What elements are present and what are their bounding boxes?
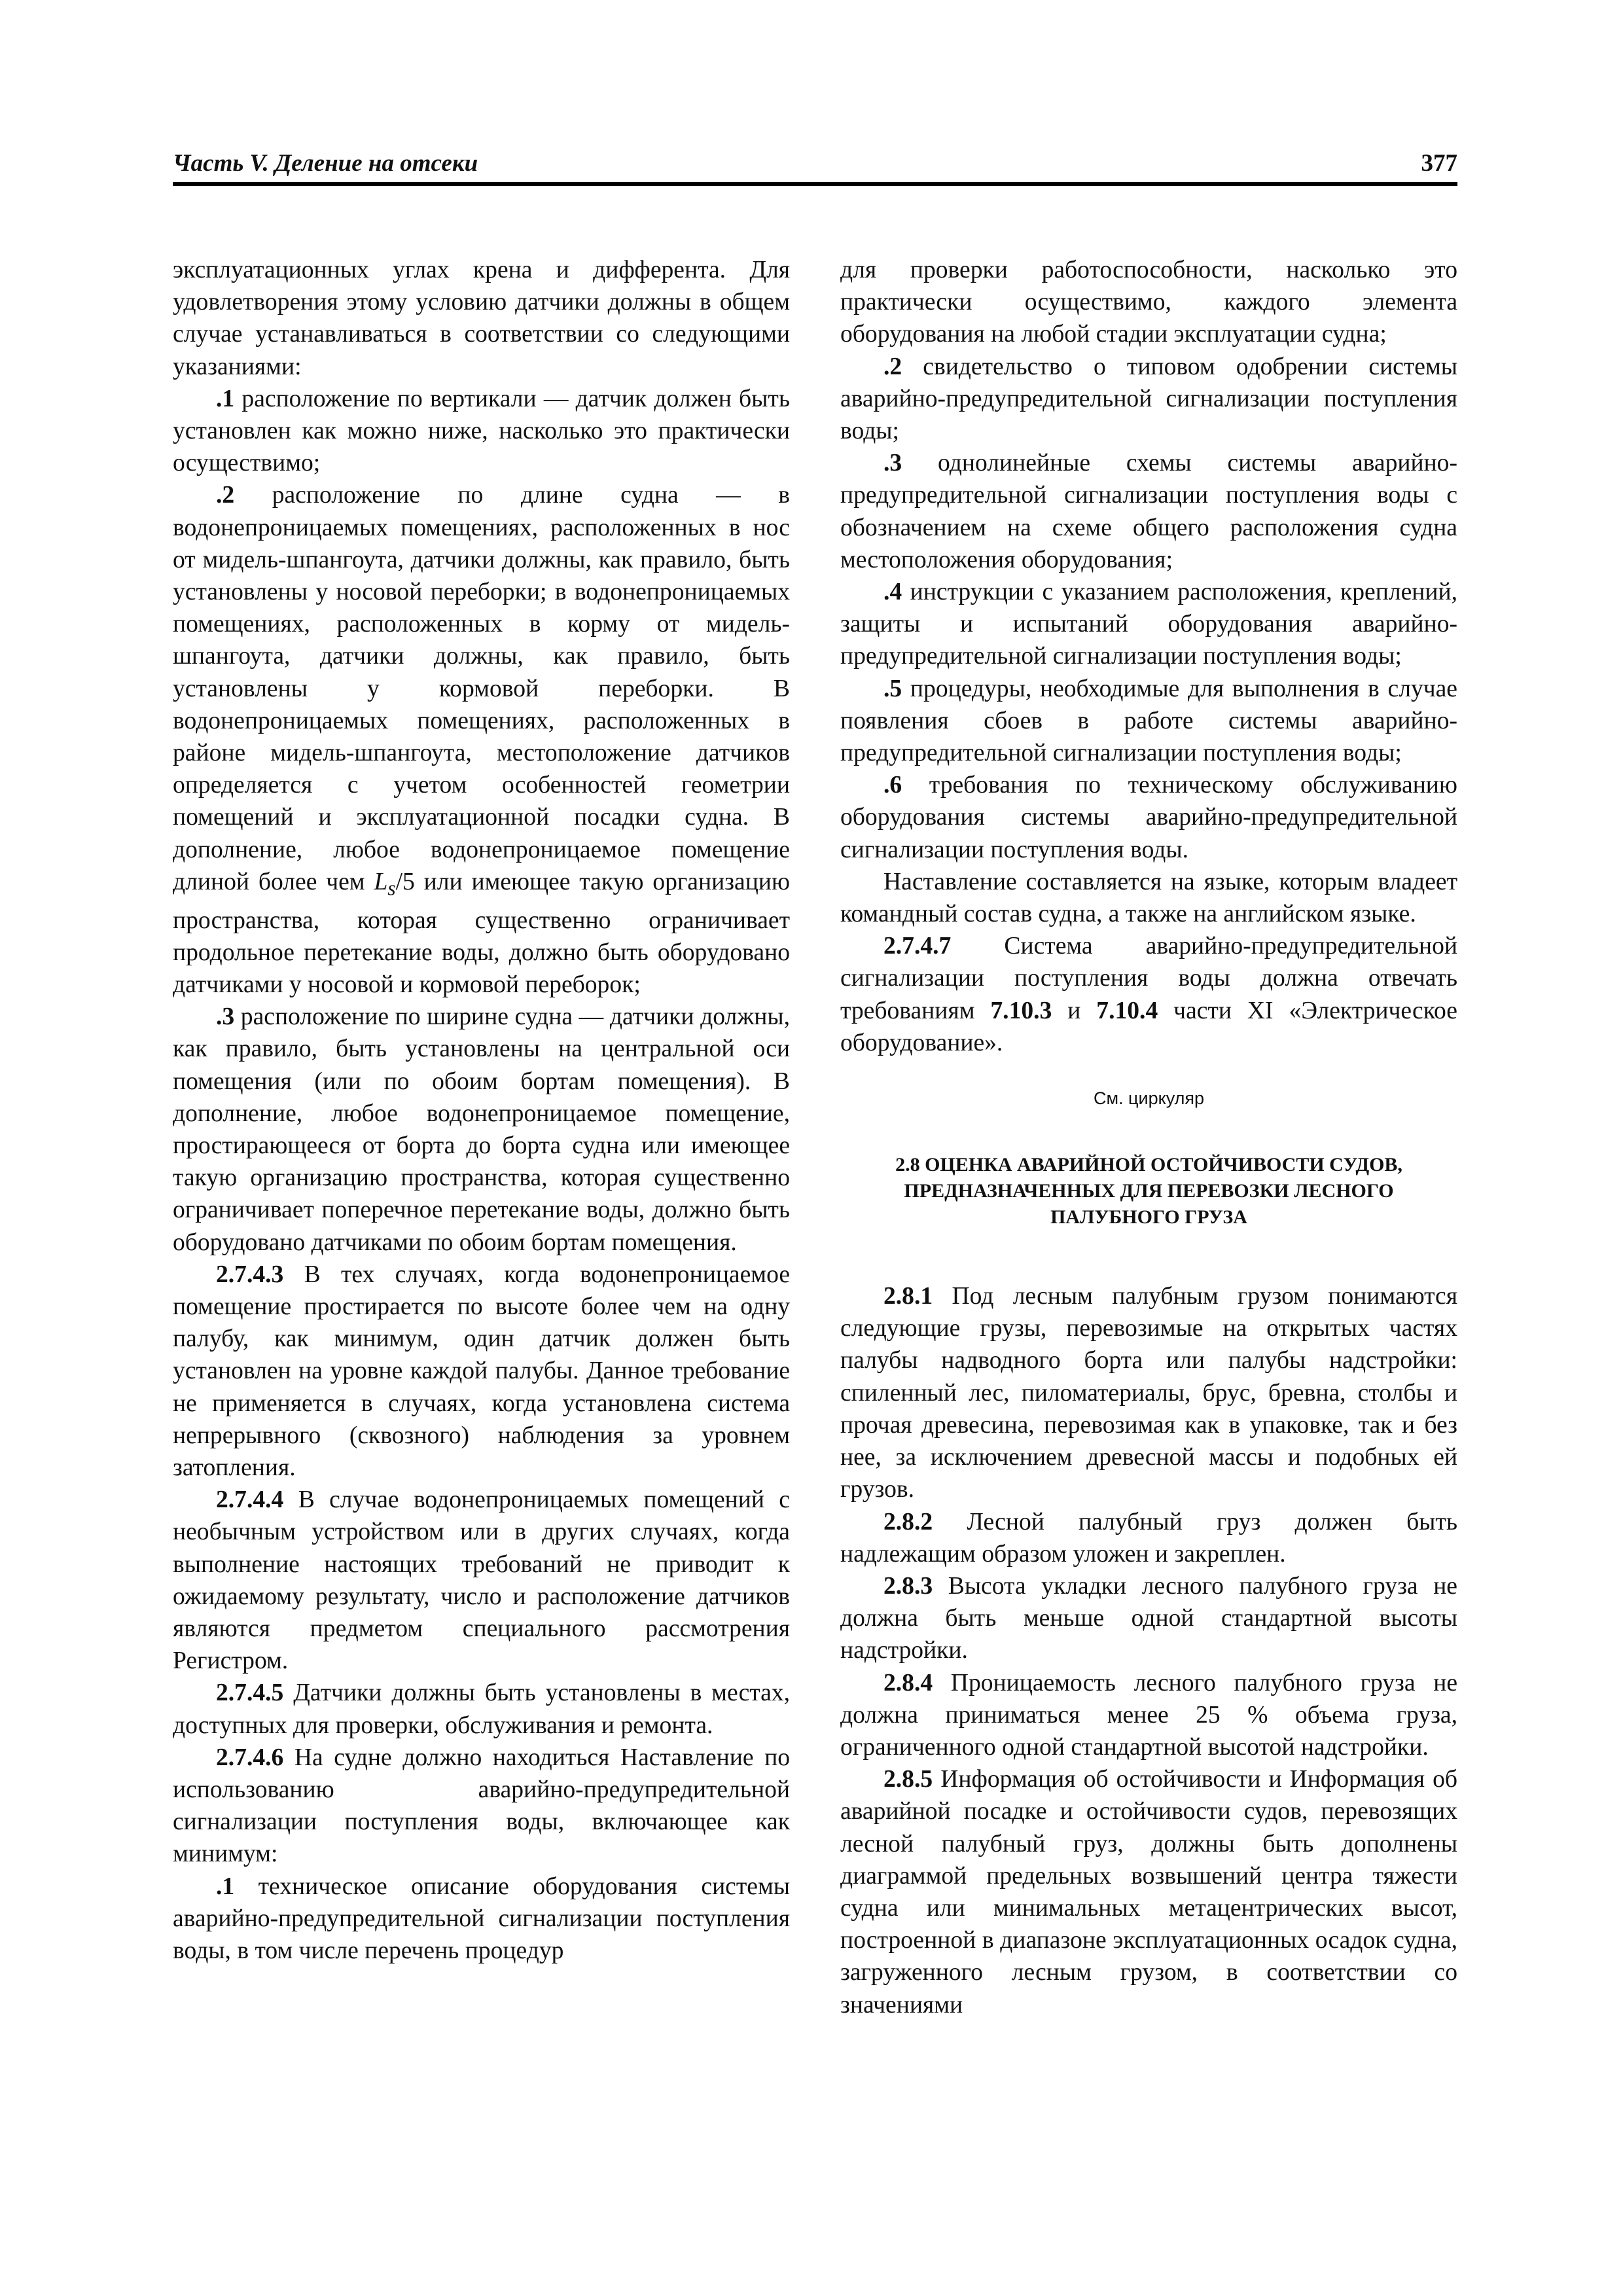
- paragraph: .2 расположение по длине судна — в водонепроницаемых помещениях, расположенных в нос от мидель-шпангоута, датчики должны, как правило, быть установлены у носовой переборки; в водонепроницаемых помещениях, расположенных в корму от мидель-шпангоута, датчики должны, как правило, быть установлены у кормовой переборки. В водонепроницаемых помещениях, расположенных в районе мидель-шпангоута, местоположение датчиков определяется с учетом особенностей геометрии помещений и эксплуатационной посадки судна. В дополнение, любое водонепроницаемое помещение длиной более чем $L_s/5$ или имеющее такую организацию пространства, которая существенно ограничивает продольное перетекание воды, должно быть оборудовано датчиками у носовой и кормовой переборок;: [173, 482, 790, 998]
- paragraph-2-7-4-4: 2.7.4.4 В случае водонепроницаемых помещений с необычным устройством или в других случаях, когда выполнение настоящих требований не приводит к ожидаемому результату, число и расположение датчиков являются предметом специального рассмотрения Регистром.: [173, 1486, 790, 1675]
- paragraph-2-8-1: 2.8.1 Под лесным палубным грузом понимаются следующие грузы, перевозимые на открытых частях палубы надводного борта или палубы надстройки: спиленный лес, пиломатериалы, брус, бревна, столбы и прочая древесина, перевозимая как в упаковке, так и без нее, за исключением древесной массы и подобных ей грузов.: [840, 1283, 1457, 1503]
- paragraph: Наставление составляется на языке, которым владеет командный состав судна, а также на английском языке.: [840, 868, 1457, 928]
- page-header: [173, 143, 1457, 186]
- left-column: [173, 254, 790, 1967]
- paragraph: .2 свидетельство о типовом одобрении системы аварийно-предупредительной сигнализации поступления воды;: [840, 353, 1457, 445]
- paragraph-2-8-3: 2.8.3 Высота укладки лесного палубного груза не должна быть меньше одной стандартной высоты надстройки.: [840, 1572, 1457, 1664]
- paragraph: эксплуатационных углах крена и дифферента. Для удовлетворения этому условию датчики должны в общем случае устанавливаться в соответствии со следующими указаниями:: [173, 257, 790, 380]
- paragraph: .4 инструкции с указанием расположения, креплений, защиты и испытаний оборудования аварийно-предупредительной сигнализации поступления воды;: [840, 579, 1457, 670]
- variable-ls: $L_s$: [374, 868, 396, 900]
- paragraph: .3 расположение по ширине судна — датчики должны, как правило, быть установлены на центральной оси помещения (или по обоим бортам помещения). В дополнение, любое водонепроницаемое помещение, простирающееся от борта до борта судна или имеющее такую организацию пространства, которая существенно ограничивает поперечное перетекание воды, должно быть оборудовано датчиками по обоим бортам помещения.: [173, 1003, 790, 1256]
- header-title: Часть V. Деление на отсеки: [173, 150, 478, 177]
- paragraph-2-7-4-7: 2.7.4.7 Система аварийно-предупредительной сигнализации поступления воды должна отвечать требованиям 7.10.3 и 7.10.4 части XI «Электрическое оборудование».: [840, 933, 1457, 1056]
- section-title: 2.8 ОЦЕНКА АВАРИЙНОЙ ОСТОЙЧИВОСТИ СУДОВ, ПРЕДНАЗНАЧЕННЫХ ДЛЯ ПЕРЕВОЗКИ ЛЕСНОГО ПАЛУБНОГО ГРУЗА: [895, 1154, 1402, 1229]
- paragraph-2-8-2: 2.8.2 Лесной палубный груз должен быть надлежащим образом уложен и закреплен.: [840, 1508, 1457, 1568]
- paragraph: .6 требования по техническому обслуживанию оборудования системы аварийно-предупредительной сигнализации поступления воды.: [840, 772, 1457, 863]
- paragraph: для проверки работоспособности, насколько это практически осуществимо, каждого элемента оборудования на любой стадии эксплуатации судна;: [840, 257, 1457, 348]
- paragraph-2-7-4-3: 2.7.4.3 В тех случаях, когда водонепроницаемое помещение простирается по высоте более чем на одну палубу, как минимум, один датчик должен быть установлен на уровне каждой палубы. Данное требование не применяется в случаях, когда установлена система непрерывного (сквозного) наблюдения за уровнем затопления.: [173, 1261, 790, 1482]
- paragraph: .3 однолинейные схемы системы аварийно-предупредительной сигнализации поступления воды с обозначением на схеме общего расположения судна местоположения оборудования;: [840, 450, 1457, 573]
- paragraph: .1 техническое описание оборудования системы аварийно-предупредительной сигнализации поступления воды, в том числе перечень процедур: [173, 1873, 790, 1965]
- ref-7-10-3: 7.10.3: [990, 997, 1052, 1024]
- right-column: [840, 254, 1457, 2021]
- page-number: 377: [1421, 150, 1457, 177]
- paragraph-2-7-4-5: 2.7.4.5 Датчики должны быть установлены в местах, доступных для проверки, обслуживания и ремонта.: [173, 1679, 790, 1739]
- circular-note: См. циркуляр: [1093, 1088, 1205, 1109]
- paragraph-2-8-4: 2.8.4 Проницаемость лесного палубного груза не должна приниматься менее 25 % объема груза, ограниченного одной стандартной высотой надстройки.: [840, 1669, 1457, 1761]
- paragraph-2-7-4-6: 2.7.4.6 На судне должно находиться Наставление по использованию аварийно-предупредительной сигнализации поступления воды, включающее как минимум:: [173, 1744, 790, 1868]
- paragraph: .5 процедуры, необходимые для выполнения в случае появления сбоев в работе системы аварийно-предупредительной сигнализации поступления воды;: [840, 675, 1457, 767]
- paragraph: .1 расположение по вертикали — датчик должен быть установлен как можно ниже, насколько это практически осуществимо;: [173, 385, 790, 477]
- paragraph-2-8-5: 2.8.5 Информация об остойчивости и Информация об аварийной посадке и остойчивости судов, перевозящих лесной палубный груз, должны быть дополнены диаграммой предельных возвышений центра тяжести судна или минимальных метацентрических высот, построенной в диапазоне эксплуатационных осадок судна, загруженного лесным грузом, в соответствии со значениями: [840, 1766, 1457, 2018]
- ref-7-10-4: 7.10.4: [1096, 997, 1158, 1024]
